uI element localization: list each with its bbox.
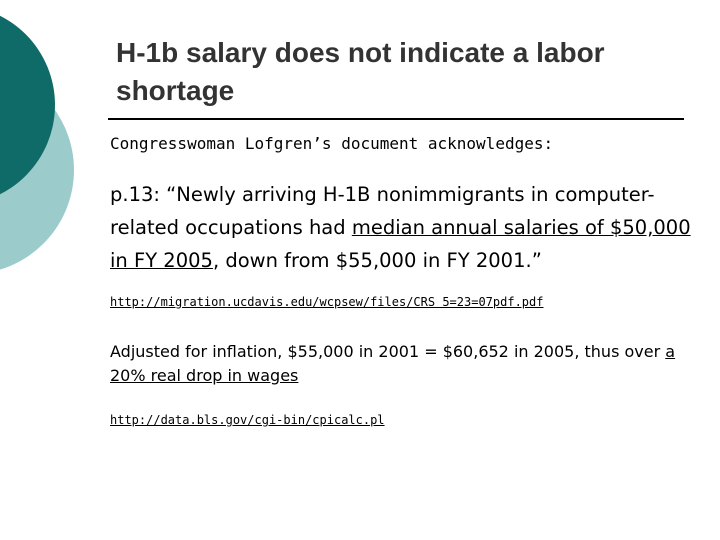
- decorative-circles: [0, 0, 110, 300]
- title-divider: [108, 118, 684, 120]
- quote-text-end: , down from $55,000 in FY 2001.”: [212, 249, 542, 272]
- slide-title: H-1b salary does not indicate a labor shortage: [116, 37, 605, 106]
- inflation-text: Adjusted for inflation, $55,000 in 2001 = $60,652 in 2005, thus over: [110, 342, 666, 361]
- source-link-bls[interactable]: http://data.bls.gov/cgi-bin/cpicalc.pl: [110, 413, 385, 427]
- inflation-underlined-text: a 20% real drop in wages: [110, 342, 676, 385]
- quote-paragraph: [110, 178, 700, 277]
- subtitle: Congresswoman Lofgren’s document acknowledges:: [110, 134, 554, 153]
- quote-underlined-text: median annual salaries of $50,000 in FY 2005: [110, 216, 691, 272]
- inflation-paragraph: [110, 340, 700, 388]
- source-link-crs[interactable]: http://migration.ucdavis.edu/wcpsew/files/CRS 5=23=07pdf.pdf: [110, 295, 544, 309]
- quote-text-start: p.13: “Newly arriving H-1B nonimmigrants in computer-related occupations had: [110, 183, 655, 239]
